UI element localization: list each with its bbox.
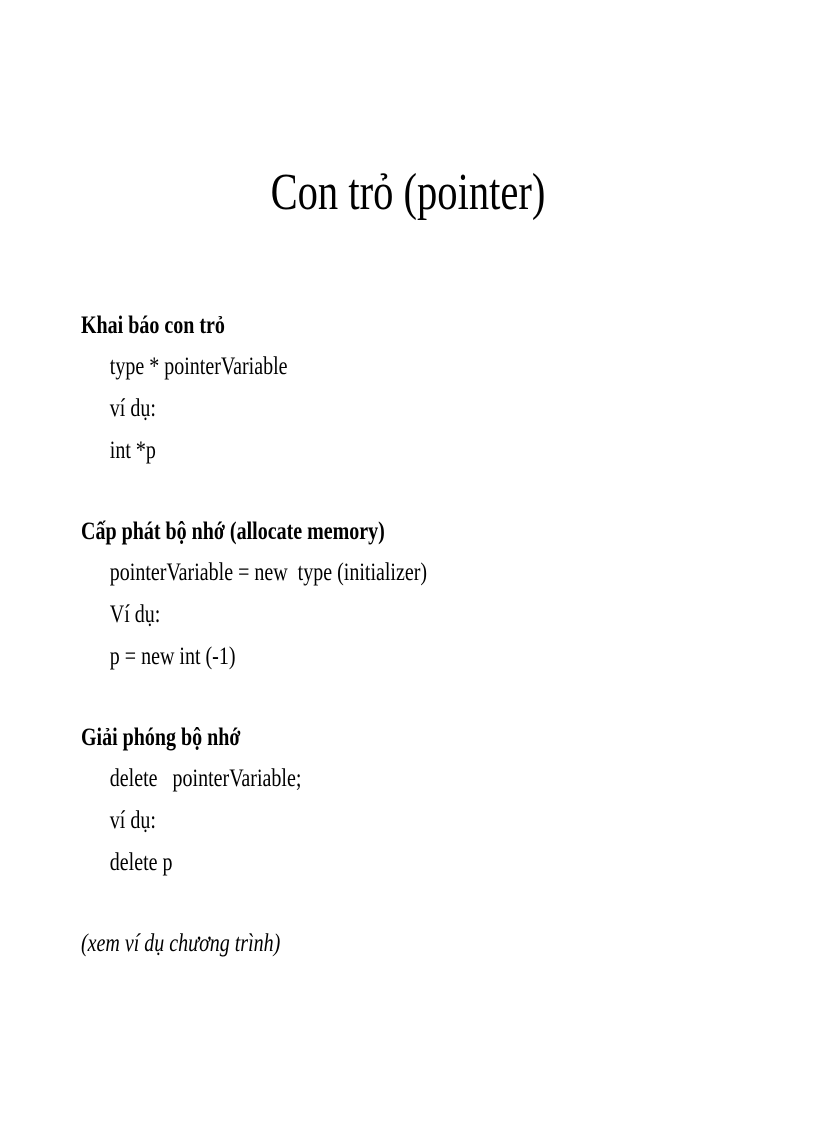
example-label: ví dụ: xyxy=(109,807,156,834)
section-free-memory xyxy=(81,718,641,884)
section-declare-pointer xyxy=(81,306,641,472)
program-example-note: (xem ví dụ chương trình) xyxy=(81,930,281,957)
page-title: Con trỏ (pointer) xyxy=(270,164,546,221)
section-heading: Cấp phát bộ nhớ (allocate memory) xyxy=(81,518,385,545)
example-label: Ví dụ: xyxy=(109,601,161,628)
section-allocate-memory xyxy=(81,512,641,678)
syntax-line: type * pointerVariable xyxy=(109,353,288,380)
syntax-line: pointerVariable = new type (initializer) xyxy=(109,559,428,586)
example-code: delete p xyxy=(109,849,173,876)
syntax-line: delete pointerVariable; xyxy=(109,765,302,792)
example-code: p = new int (-1) xyxy=(109,643,236,670)
section-heading: Khai báo con trỏ xyxy=(81,312,225,339)
example-label: ví dụ: xyxy=(109,395,156,422)
example-code: int *p xyxy=(109,437,156,464)
section-heading: Giải phóng bộ nhớ xyxy=(81,724,241,751)
slide-content xyxy=(81,306,641,964)
